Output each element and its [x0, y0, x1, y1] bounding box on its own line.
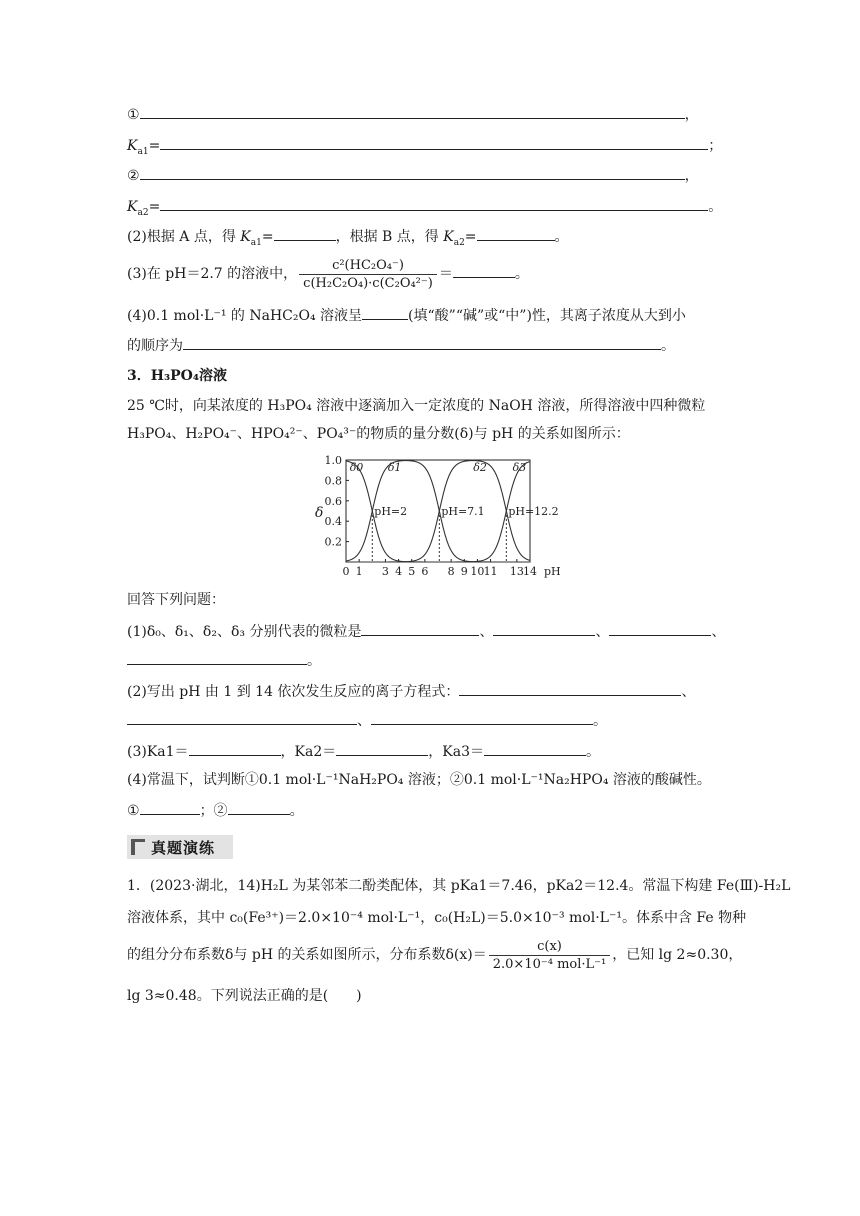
section-3-title: 3．H₃PO₄溶液: [127, 368, 227, 384]
answer-blank[interactable]: [183, 335, 661, 350]
answer-blank[interactable]: [453, 263, 515, 278]
exam-question-line-1: 1．(2023·湖北，14)H₂L 为某邻苯二酚类配体，其 pKa1＝7.46，pKa2＝12.4。常温下构建 Fe(Ⅲ)-H₂L: [127, 878, 791, 894]
exam-question-line-3: [127, 935, 742, 975]
punct: 。: [554, 229, 569, 245]
ka2-symbol: K: [127, 199, 138, 215]
x-tick-label: 4: [395, 565, 403, 578]
answer-blank[interactable]: [160, 196, 708, 211]
punct: 。: [307, 653, 321, 669]
text: ，已知 lg 2≈0.30，: [612, 947, 743, 963]
punct: ，: [684, 168, 699, 184]
answer-blank[interactable]: [127, 710, 357, 725]
equals: =: [148, 138, 161, 154]
text: (2)写出 pH 由 1 到 14 依次发生反应的离子方程式：: [127, 684, 460, 700]
x-tick-label: 11: [483, 565, 498, 578]
denominator: c(H₂C₂O₄)·c(C₂O₄²⁻): [303, 275, 433, 291]
x-tick-label: 1: [355, 565, 363, 578]
sub: a1: [137, 146, 149, 157]
pka-annotation: pH=7.1: [441, 505, 485, 518]
section-header: [127, 835, 233, 859]
punct: 。: [289, 803, 304, 819]
denominator: 2.0×10⁻⁴ mol·L⁻¹: [492, 956, 607, 972]
punct: 、: [681, 684, 696, 700]
punct: 。: [661, 338, 675, 354]
answer-blank[interactable]: [336, 741, 428, 756]
sub-question-3: [127, 741, 600, 762]
y-tick-label: 0.8: [324, 474, 342, 488]
ka2-line: [127, 196, 722, 217]
answer-blank[interactable]: [459, 681, 681, 696]
sub-question-4: (4)常温下，试判断①0.1 mol·L⁻¹NaH₂PO₄ 溶液；②0.1 mol·L⁻¹Na₂HPO₄ 溶液的酸碱性。: [127, 772, 711, 788]
series-label: δ0: [349, 461, 364, 475]
text: ；②: [199, 803, 228, 819]
series-label: δ3: [512, 461, 527, 475]
fraction: [299, 257, 437, 292]
section-header-title: 真题演练: [151, 839, 216, 857]
answer-blank[interactable]: [228, 800, 290, 815]
x-tick-label: 5: [408, 565, 416, 578]
intro-line-1: 25 ℃时，向某浓度的 H₃PO₄ 溶液中逐滴加入一定浓度的 NaOH 溶液，所得溶液中四种微粒: [127, 398, 706, 414]
exam-question-line-2: 溶液体系，其中 c₀(Fe³⁺)＝2.0×10⁻⁴ mol·L⁻¹，c₀(H₂L)＝5.0×10⁻³ mol·L⁻¹。体系中含 Fe 物种: [127, 910, 747, 926]
y-tick-label: 0.6: [324, 494, 342, 508]
answer-blank[interactable]: [609, 621, 711, 636]
answer-blank[interactable]: [140, 104, 685, 119]
answer-blank[interactable]: [361, 621, 479, 636]
ka1-line: [127, 135, 722, 156]
y-axis-label: δ: [315, 505, 324, 521]
punct: 。: [514, 266, 529, 282]
answer-blank[interactable]: [371, 710, 593, 725]
sub-question-2: [127, 681, 695, 702]
text: (3)Ka1＝: [127, 744, 189, 760]
punct: ；: [708, 138, 723, 154]
punct: 。: [708, 199, 723, 215]
text: (1)δ₀、δ₁、δ₂、δ₃ 分别代表的微粒是: [127, 624, 362, 640]
exam-question-line-4: lg 3≈0.48。下列说法正确的是( ): [127, 988, 362, 1004]
pka-annotation: pH=2: [374, 505, 408, 518]
numerator: c(x): [489, 938, 610, 956]
ka1-symbol: K: [127, 138, 138, 154]
x-tick-label: 13: [509, 565, 524, 578]
equals: =: [261, 229, 274, 245]
punct: 、: [595, 624, 610, 640]
punct: 、: [357, 713, 371, 729]
answer-blank[interactable]: [274, 226, 336, 241]
series-label: δ1: [387, 461, 402, 475]
question-2: [127, 226, 569, 247]
text: 的组分分布系数δ与 pH 的关系如图所示，分布系数δ(x)＝: [127, 947, 487, 963]
question-3: [127, 254, 529, 294]
x-axis-label: pH: [544, 565, 561, 578]
text: ，Ka3＝: [428, 744, 484, 760]
text: ①: [127, 803, 140, 819]
x-tick-label: 3: [381, 565, 389, 578]
numerator: c²(HC₂O₄⁻): [299, 257, 437, 275]
sub-question-4-answers: [127, 800, 304, 821]
pka-annotation: pH=12.2: [508, 505, 559, 518]
sub: a2: [453, 237, 465, 248]
text: 的顺序为: [127, 338, 183, 354]
y-tick-label: 0.4: [324, 515, 342, 529]
equals: ＝: [438, 266, 453, 282]
punct: 、: [479, 624, 494, 640]
circled-two: ②: [127, 168, 140, 184]
blank-line-1: [127, 104, 699, 125]
punct: 。: [593, 713, 607, 729]
x-tick-label: 8: [447, 565, 455, 578]
punct: ，: [684, 107, 699, 123]
x-tick-label: 0: [342, 565, 350, 578]
k-symbol: K: [443, 229, 454, 245]
answer-blank[interactable]: [160, 135, 708, 150]
text: (4)0.1 mol·L⁻¹ 的 NaHC₂O₄ 溶液呈: [127, 308, 363, 324]
x-tick-label: 9: [460, 565, 468, 578]
answer-blank[interactable]: [140, 165, 685, 180]
sub-question-1: [127, 621, 725, 642]
equals: =: [464, 229, 477, 245]
question-4: [127, 305, 686, 326]
punct: 。: [585, 744, 600, 760]
text: (3)在 pH＝2.7 的溶液中，: [127, 266, 298, 282]
blank-line-2: [127, 165, 699, 186]
answer-prompt: 回答下列问题：: [127, 592, 225, 608]
sub-question-2-cont: [127, 710, 607, 731]
answer-blank[interactable]: [189, 741, 281, 756]
circled-one: ①: [127, 107, 140, 123]
y-tick-label: 0.2: [324, 535, 342, 549]
text: ，根据 B 点，得: [335, 229, 444, 245]
section-bar-icon: [131, 839, 145, 855]
x-tick-label: 14: [523, 565, 537, 578]
x-tick-label: 10: [470, 565, 485, 578]
answer-blank[interactable]: [127, 650, 307, 665]
text: (填“酸”“碱”或“中”)性，其离子浓度从大到小: [408, 308, 686, 324]
k-symbol: K: [240, 229, 251, 245]
answer-blank[interactable]: [140, 800, 200, 815]
distribution-chart: [300, 450, 561, 580]
answer-blank[interactable]: [362, 305, 408, 320]
text: (2)根据 A 点，得: [127, 229, 241, 245]
sub-question-1-cont: [127, 650, 321, 671]
punct: 、: [711, 624, 726, 640]
answer-blank[interactable]: [477, 226, 555, 241]
question-4-cont: [127, 335, 675, 356]
y-tick-label: 1.0: [324, 454, 342, 467]
fraction: [489, 938, 610, 973]
x-tick-label: 6: [421, 565, 429, 578]
text: ，Ka2＝: [280, 744, 337, 760]
answer-blank[interactable]: [484, 741, 586, 756]
equals: =: [148, 199, 161, 215]
intro-line-2: H₃PO₄、H₂PO₄⁻、HPO₄²⁻、PO₄³⁻的物质的量分数(δ)与 pH 的关系如图所示：: [127, 426, 630, 442]
sub: a1: [250, 237, 262, 248]
series-label: δ2: [473, 461, 487, 475]
sub: a2: [137, 207, 149, 218]
answer-blank[interactable]: [493, 621, 595, 636]
